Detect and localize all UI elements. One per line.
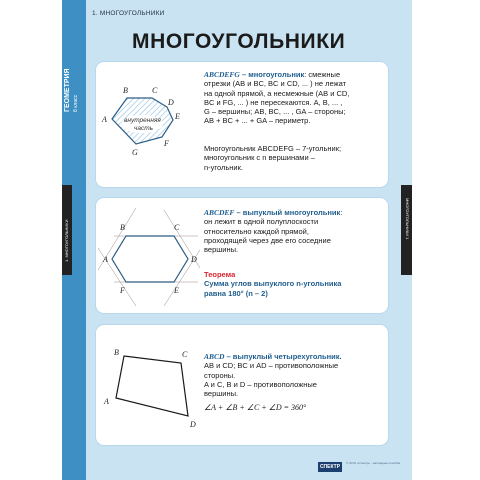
card1-line-4: BC и FG, ... ) не пересекаются. A, B, ... , [204, 97, 343, 107]
quadrilateral-diagram [96, 325, 206, 445]
card1-definition [204, 70, 386, 126]
theorem-line-2: равна 180° (n – 2) [204, 288, 268, 298]
card3-line-4: A и C, B и D – противоположные [204, 379, 317, 389]
vertex-label-a: A [102, 115, 107, 124]
vertex-label-b: B [123, 86, 128, 95]
page-title: МНОГОУГОЛЬНИКИ [132, 30, 346, 53]
card1-def-rest: : смежные [304, 70, 341, 79]
card3-line-5: вершины. [204, 389, 239, 399]
hex-vertex-label-e: E [174, 286, 179, 295]
hex-vertex-label-c: C [174, 223, 180, 232]
hex-vertex-label-b: B [120, 223, 125, 232]
card3-polygon-name: ABCD [204, 352, 225, 361]
hexagon-diagram [96, 198, 206, 313]
card3-line-3: стороны. [204, 370, 236, 380]
quad-vertex-label-c: C [182, 350, 188, 359]
inner-part-label-2: часть [134, 125, 154, 132]
vertex-label-c: C [152, 86, 158, 95]
hexagon-shape [112, 236, 188, 282]
quad-vertex-label-a: A [104, 397, 109, 406]
subject-name: ГЕОМЕТРИЯ [64, 68, 71, 112]
card2-polygon-name: ABCDEF [204, 208, 235, 217]
card2-line-5: вершины. [204, 245, 239, 255]
heptagon-diagram [96, 62, 206, 187]
subject-label [64, 68, 80, 112]
card1-line-5: G – вершины; AB, BC, ... , GA – стороны; [204, 107, 346, 117]
quad-vertex-label-b: B [114, 348, 119, 357]
card1-line-2: отрезки (AB и BC, BC и CD, ... ) не лежат [204, 79, 347, 89]
card1-line-7: Многоугольник ABCDEFG – 7-угольник; [204, 144, 342, 153]
publisher-logo: СПЕКТР [319, 464, 341, 470]
card1-line-8: многоугольник с n вершинами – [204, 153, 315, 163]
card1-term: – многоугольник [239, 70, 305, 79]
publisher-info: © ООО «Спектр» · наглядные пособия [346, 461, 401, 465]
card1-polygon-name: ABCDEFG [204, 70, 240, 79]
right-side-tab-label: МНОГОУГОЛЬНИКИ 1 [405, 198, 410, 240]
angle-sum-formula: ∠A + ∠B + ∠C + ∠D = 360° [204, 403, 307, 412]
card1-line-9: n-угольник. [204, 162, 243, 172]
card3-definition [204, 352, 386, 398]
vertex-label-e: E [175, 112, 180, 121]
card3-term: – выпуклый четырехугольник. [224, 352, 342, 361]
vertex-label-d: D [168, 98, 174, 107]
card3-line-2: AB и CD; BC и AD – противоположные [204, 361, 339, 371]
card2-line-4: проходящей через две его соседние [204, 235, 331, 245]
hex-vertex-label-d: D [191, 255, 197, 264]
card2-def-rest: : [340, 208, 343, 217]
theorem-line-1: Сумма углов выпуклого n-угольника [204, 279, 342, 289]
vertex-label-f: F [164, 139, 169, 148]
inner-part-label-1: внутренняя [124, 117, 161, 124]
grade-label: 8 класс [73, 94, 79, 112]
quadrilateral-shape [116, 356, 188, 416]
card1-note [204, 144, 386, 172]
left-side-tab-label: 1. МНОГОУГОЛЬНИКИ [64, 219, 69, 262]
section-number: 1. МНОГОУГОЛЬНИКИ [92, 10, 165, 17]
card2-definition [204, 208, 386, 254]
card1-line-6: AB + BC + ... + GA – периметр. [204, 116, 311, 126]
vertex-label-g: G [132, 148, 138, 157]
hex-vertex-label-a: A [103, 255, 108, 264]
card2-line-2: он лежит в одной полуплоскости [204, 217, 319, 227]
theorem-heading: Теорема [204, 270, 236, 279]
card2-term: – выпуклый многоугольник [234, 208, 341, 217]
card2-line-3: относительно каждой прямой, [204, 226, 309, 236]
hex-vertex-label-f: F [120, 286, 125, 295]
theorem-block [204, 270, 386, 298]
quad-vertex-label-d: D [190, 420, 196, 429]
card1-line-3: на одной прямой, а несмежные (AB и CD, [204, 88, 350, 98]
